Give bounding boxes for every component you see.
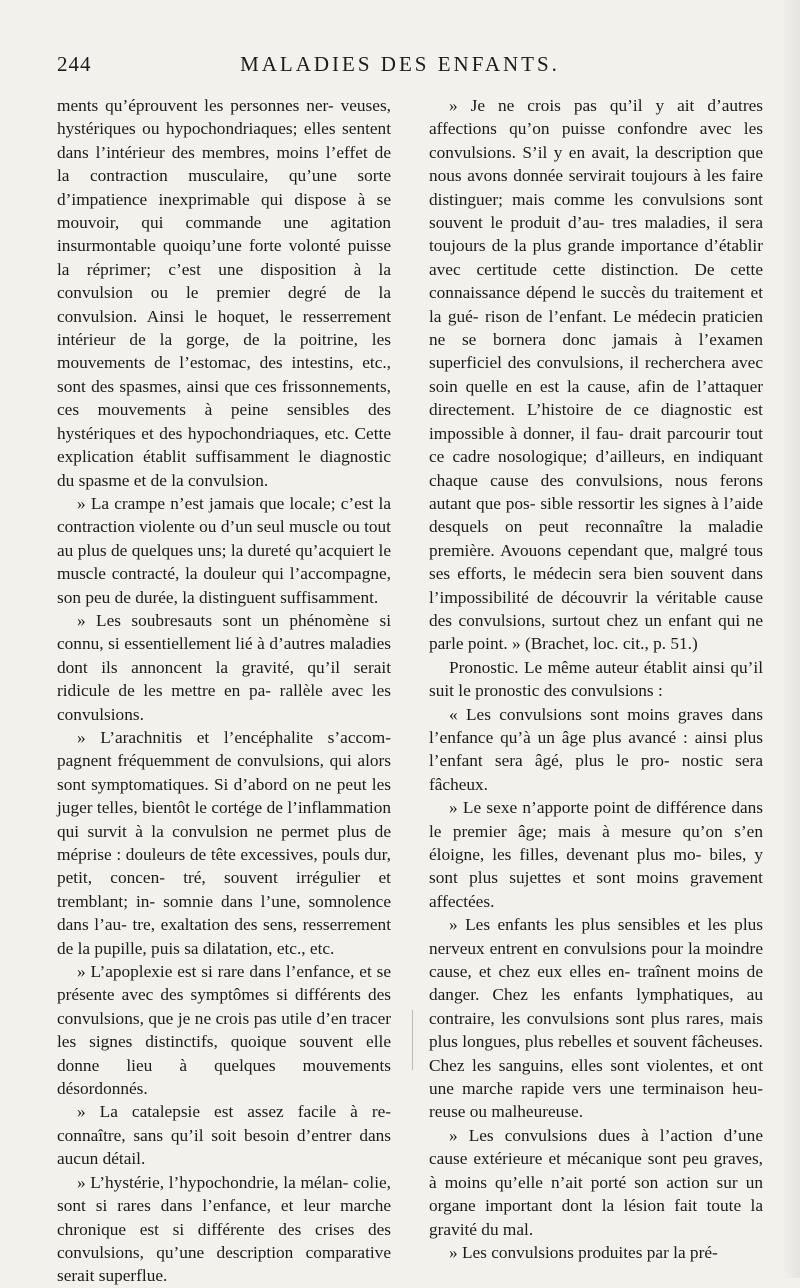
page-edge-shadow (782, 0, 800, 1278)
running-title: MALADIES DES ENFANTS. (240, 52, 560, 76)
paragraph: Pronostic. Le même auteur établit ainsi qu’il suit le pronostic des convulsions : (429, 657, 763, 701)
paragraph: » L’hystérie, l’hypochondrie, la mélan- colie, sont si rares dans l’enfance, et leur marche chronique est si différente des crises des convulsions, qu’une description comparative serait superflue. (57, 1172, 391, 1286)
paragraph: » Les convulsions produites par la pré- (449, 1242, 718, 1262)
paragraph: » Je ne crois pas qu’il y ait d’autres affections qu’on puisse confondre avec les convulsions. S’il y en avait, la description que nous avons donnée servirait toujours à les faire distinguer; mais comme les convulsions sont souvent le produit d’au- tres maladies, il sera toujours de la plus grande importance d’établir avec certitude cette distinction. De cette connaissance dépend le succès du traitement et la gué- rison de l’enfant. Le médecin praticien ne se bornera donc jamais à l’examen superficiel des convulsions, il recherchera avec soin quelle en est la cause, afin de l’attaquer directement. L’histoire de ce diagnostic est impossible à donner, il fau- drait parcourir tout ce cadre nosologique; d’ailleurs, en indiquant chaque cause des convulsions, nous ferons autant que pos- sible ressortir les signes à l’aide desquels on peut reconnaître la maladie première. Avouons cependant que, malgré tous ses efforts, le médecin sera bien souvent dans l’impossibilité de découvrir la véritable cause des convulsions, surtout chez un enfant qui ne parle point. » (Brachet, loc. cit., p. 51.) (429, 96, 763, 654)
left-column (57, 94, 391, 1288)
paragraph: » Les enfants les plus sensibles et les plus nerveux entrent en convulsions pour la moindre cause, et chez eux elles en- traînent moins de danger. Chez les enfants lymphatiques, au contraire, les convulsions sont plus rares, mais plus longues, plus rebelles et souvent fâcheuses. Chez les sanguins, elles sont violentes, et ont une marche rapide vers une terminaison heu- reuse ou malheureuse. (429, 915, 763, 1122)
column-divider (412, 1010, 413, 1070)
paragraph: » Les convulsions dues à l’action d’une cause extérieure et mécanique sont peu graves, à moins qu’elle n’ait porté son action sur un organe important dont la lésion fait toute la gravité du mal. (429, 1125, 763, 1239)
paragraph: » Le sexe n’apporte point de différence dans le premier âge; mais à mesure qu’on s’en éloigne, les filles, devenant plus mo- biles, y sont plus sujettes et sont moins gravement affectées. (429, 798, 763, 911)
paragraph: « Les convulsions sont moins graves dans l’enfance qu’à un âge plus avancé : ainsi plus l’enfant sera âgé, plus le pro- nostic sera fâcheux. (429, 704, 763, 794)
page-number: 244 (57, 52, 92, 76)
paragraph: » La catalepsie est assez facile à re- connaître, sans qu’il soit besoin d’entrer dans aucun détail. (57, 1102, 391, 1169)
paragraph: » L’arachnitis et l’encéphalite s’accom- pagnent fréquemment de convulsions, qui alors sont symptomatiques. Si d’abord on ne peut les juger telles, bientôt le cortége de l’inflammation qui survit à la convulsion ne permet plus de méprise : douleurs de tête excessives, pouls dur, petit, concen- tré, souvent irrégulier et tremblant; in- somnie dans l’une, somnolence dans l’au- tre, exaltation des sens, resserrement de la pupille, puis sa dilatation, etc., etc. (57, 727, 391, 958)
paragraph: » La crampe n’est jamais que locale; c’est la contraction violente ou d’un seul muscle ou tout au plus de quelques uns; la dureté qu’acquiert le muscle contracté, la douleur qui l’accompagne, son peu de durée, la distinguent suffisamment. (57, 493, 391, 607)
page-header (0, 52, 800, 84)
right-column (429, 94, 763, 1264)
paragraph: ments qu’éprouvent les personnes ner- veuses, hystériques ou hypochondriaques; elles sentent dans l’intérieur des membres, moins l’effet de la contraction musculaire, qu’une sorte d’impatience inexprimable qui dispose à se mouvoir, qui commande une agitation insurmontable quoiqu’une forte volonté puisse la réprimer; c’est une disposition à la convulsion ou le premier degré de la convulsion. Ainsi le hoquet, le resserrement intérieur de la gorge, de la poitrine, les mouvements de l’estomac, des intestins, etc., sont des spasmes, ainsi que ces frissonnements, ces mouvements à peine sensibles des hystériques et des hypochondriaques, etc. Cette explication établit suffisamment le diagnostic du spasme et de la convulsion. (57, 96, 391, 490)
paragraph: » Les soubresauts sont un phénomène si connu, si essentiellement lié à d’autres maladies dont ils annoncent la gravité, qu’il serait ridicule de les mettre en pa- rallèle avec les convulsions. (57, 610, 391, 724)
paragraph: » L’apoplexie est si rare dans l’enfance, et se présente avec des symptômes si différents des convulsions, que je ne crois pas utile d’en tracer les signes distinctifs, quoique souvent elle donne lieu à quelques mouvements désordonnés. (57, 962, 391, 1099)
